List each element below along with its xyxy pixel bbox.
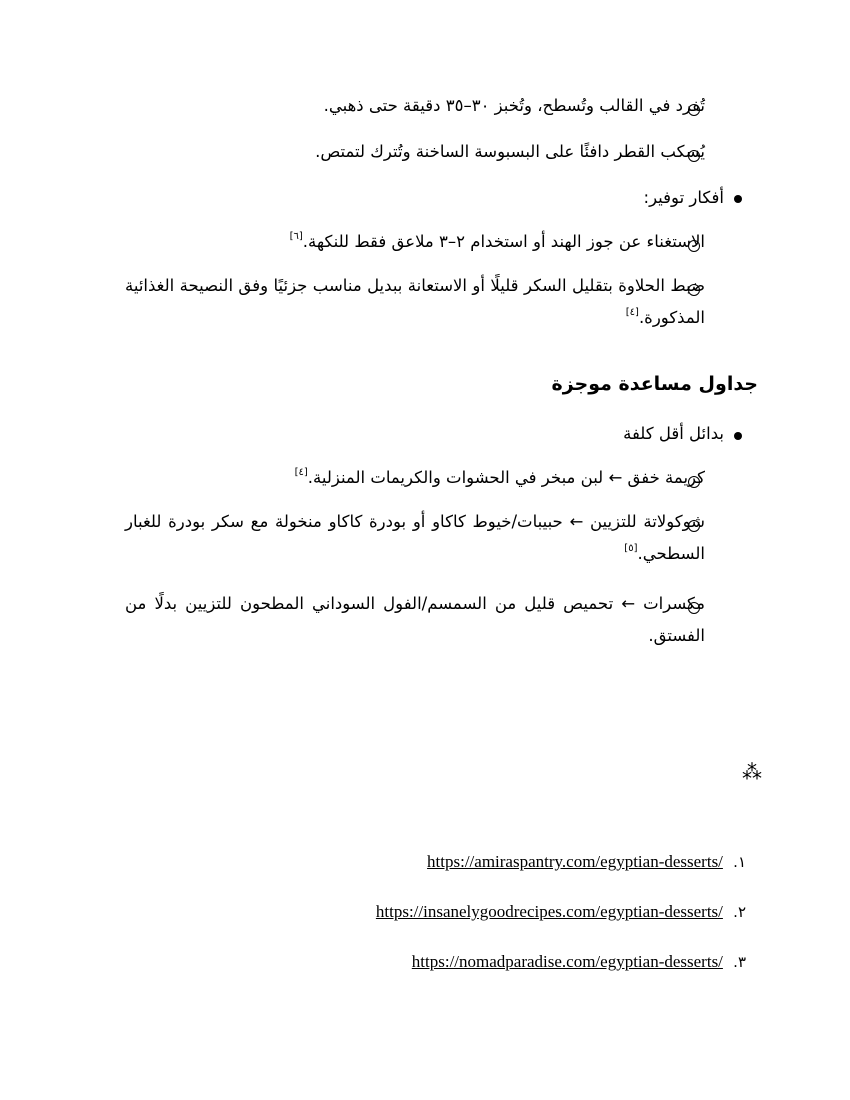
list-item — [125, 506, 705, 570]
footnote-ref[interactable]: [٥] — [624, 542, 638, 554]
list-item — [125, 226, 705, 258]
item-text: يُسكب القطر دافئًا على البسبوسة الساخنة وتُترك لتمتص. — [315, 142, 705, 161]
item-text: ضبط الحلاوة بتقليل السكر قليلًا أو الاستعانة ببديل مناسب جزئيًا وفق النصيحة الغذائية المذكورة. — [125, 276, 705, 327]
item-text: شوكولاتة للتزيين ← حبيبات/خيوط كاكاو أو بودرة كاكاو منخولة مع سكر بودرة للغبار السطحي. — [125, 512, 705, 563]
section-heading: جداول مساعدة موجزة — [551, 373, 758, 395]
list-item — [125, 270, 705, 334]
reference-item — [226, 896, 746, 928]
reference-link[interactable]: https://nomadparadise.com/egyptian-desserts/ — [411, 952, 723, 971]
bullet-icon — [734, 195, 742, 203]
footnote-ref[interactable]: [٦] — [289, 230, 303, 242]
reference-item — [226, 846, 746, 878]
item-text: مكسرات ← تحميص قليل من السمسم/الفول السوداني المطحون للتزيين بدلًا من الفستق. — [125, 594, 705, 645]
list-item-label: بدائل أقل كلفة — [623, 424, 724, 443]
footnote-ref[interactable]: [٤] — [294, 466, 308, 478]
list-item-label: أفكار توفير: — [643, 188, 724, 207]
bullet-icon — [734, 432, 742, 440]
section-separator: ⁂ — [742, 760, 758, 784]
reference-number: ٣. — [733, 953, 746, 971]
list-item — [125, 588, 705, 652]
list-item — [125, 90, 705, 122]
reference-link[interactable]: https://insanelygoodrecipes.com/egyptian-desserts/ — [375, 902, 723, 921]
list-item — [125, 136, 705, 168]
reference-number: ٢. — [733, 903, 746, 921]
item-text: كريمة خفق ← لبن مبخر في الحشوات والكريمات المنزلية. — [307, 468, 705, 487]
footnote-ref[interactable]: [٤] — [625, 306, 639, 318]
reference-number: ١. — [733, 853, 746, 871]
list-item — [125, 462, 705, 494]
item-text: الاستغناء عن جوز الهند أو استخدام ٢–٣ ملاعق فقط للنكهة. — [302, 232, 705, 251]
reference-item — [226, 946, 746, 978]
item-text: تُفرد في القالب وتُسطح، وتُخبز ٣٠–٣٥ دقيقة حتى ذهبي. — [323, 96, 705, 115]
reference-link[interactable]: https://amiraspantry.com/egyptian-desserts/ — [427, 852, 723, 871]
